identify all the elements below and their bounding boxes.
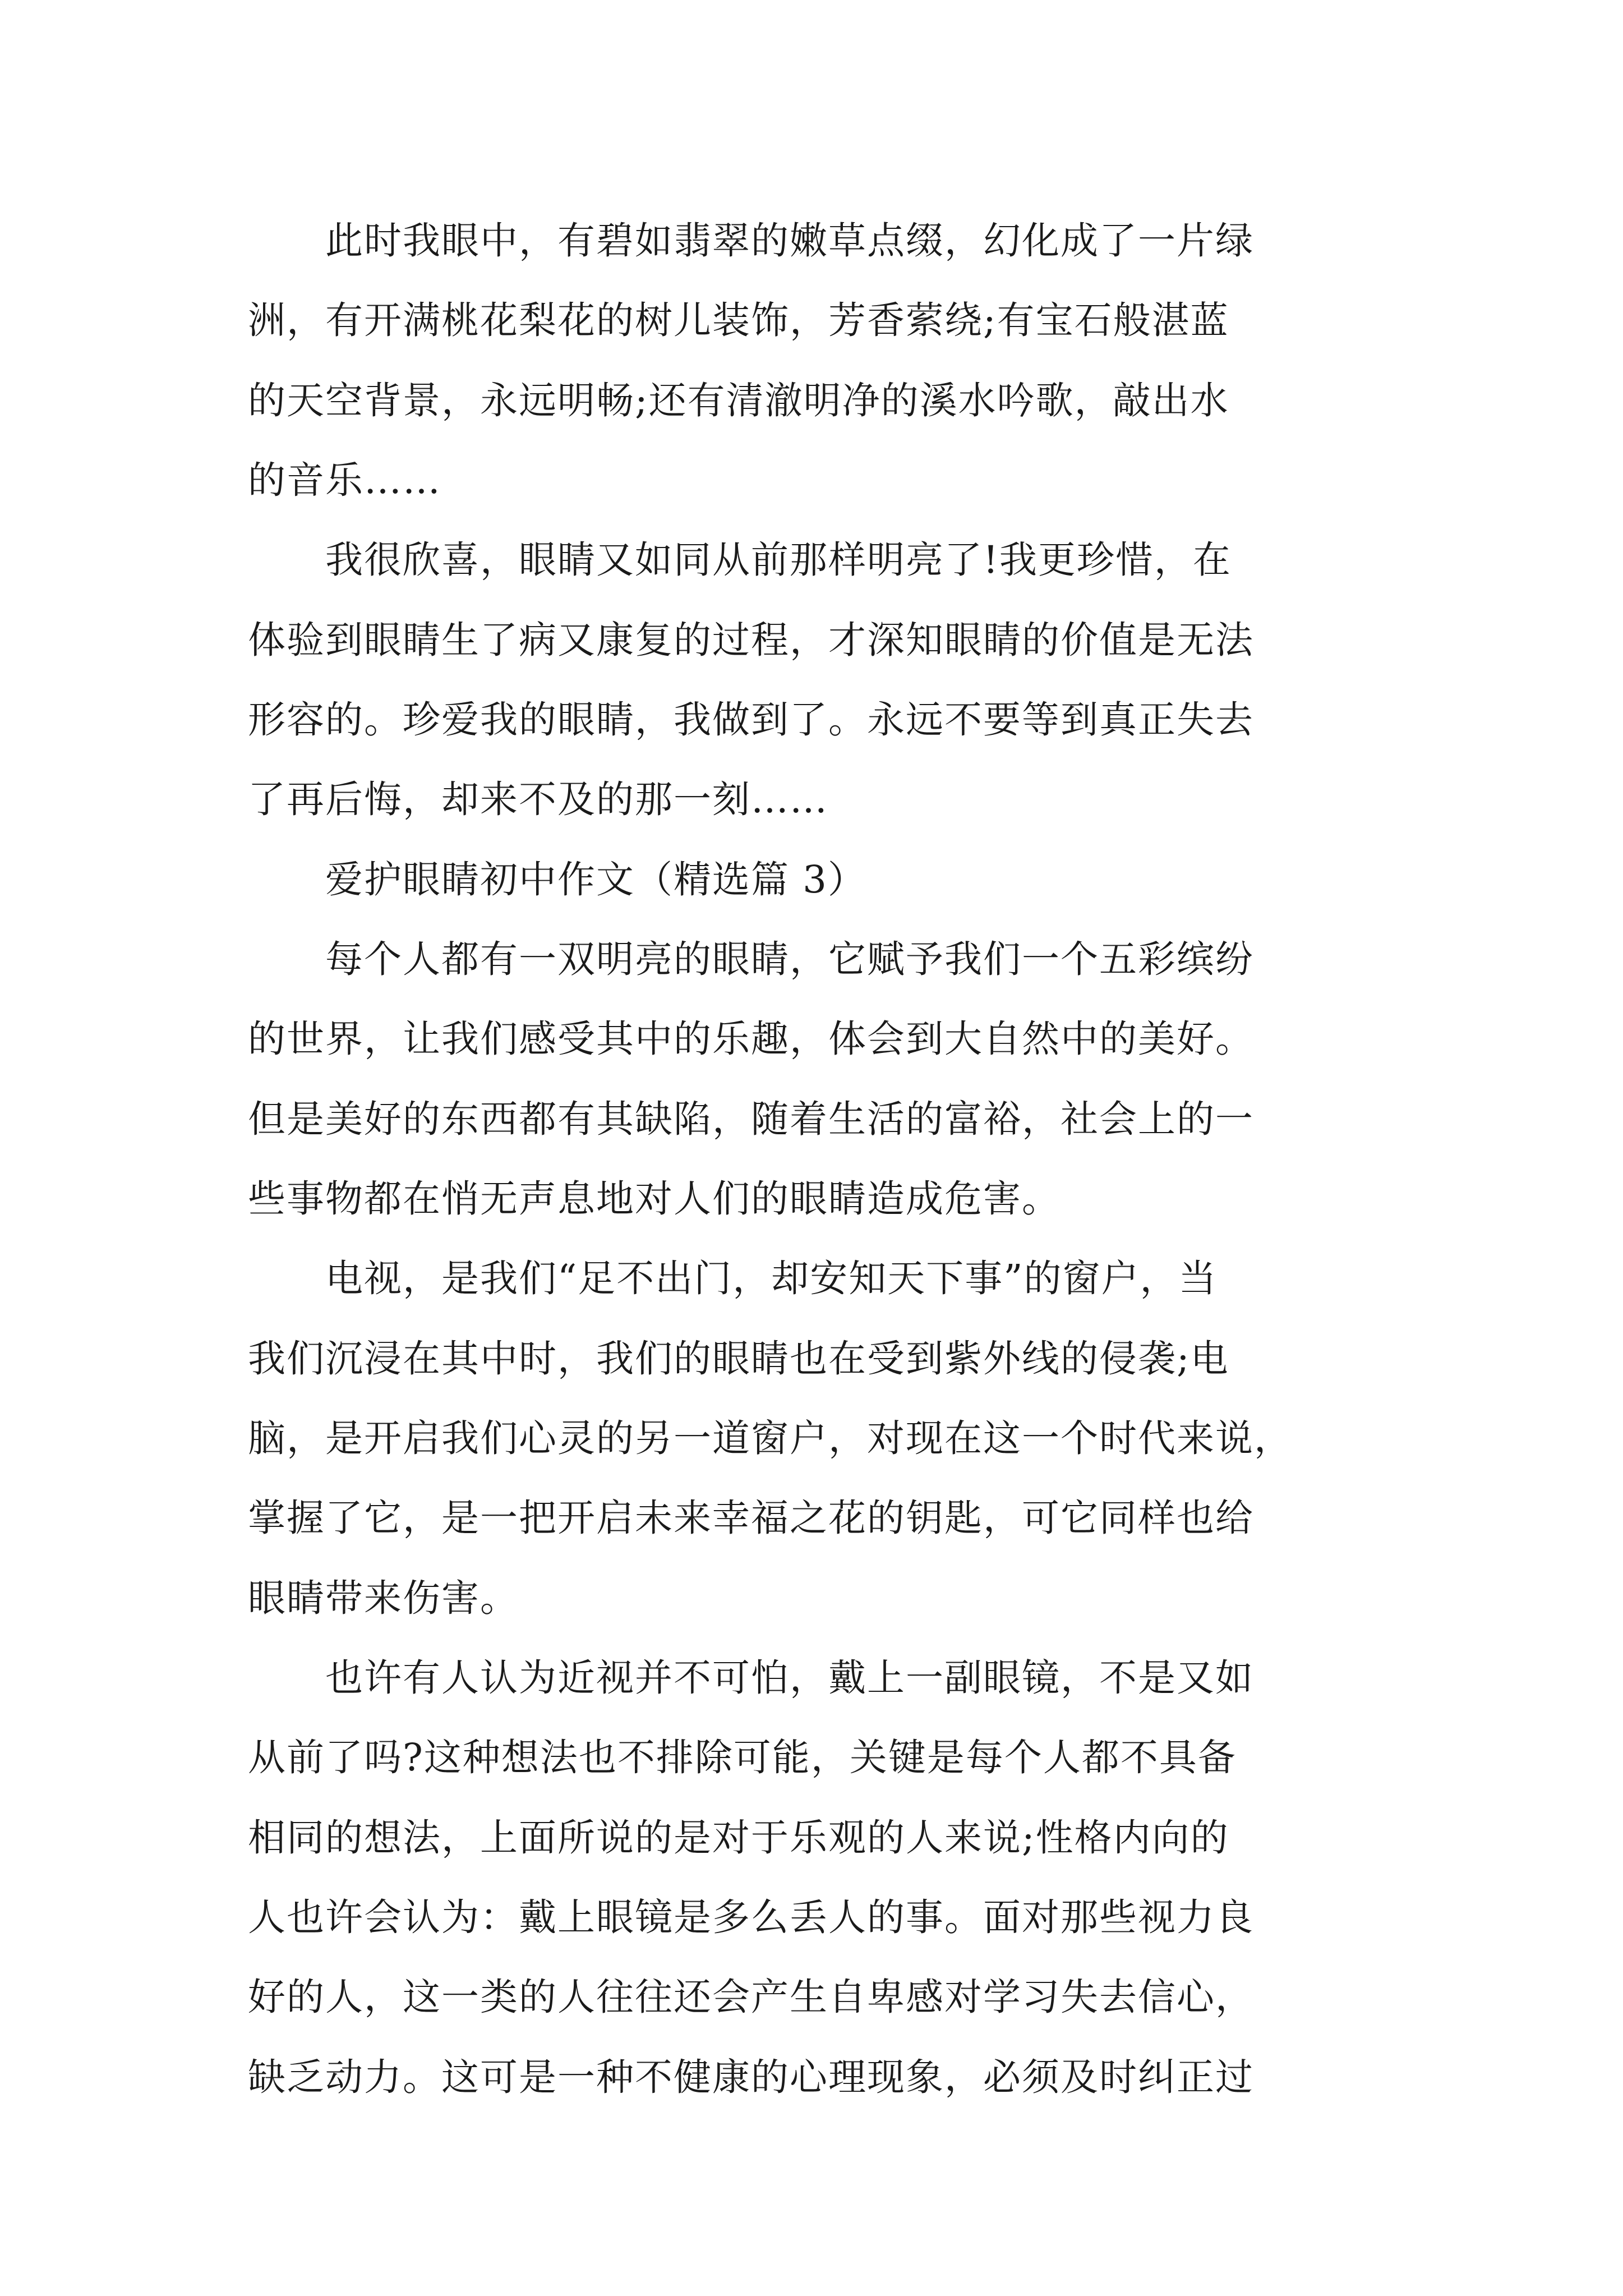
text-line: 此时我眼中，有碧如翡翠的嫩草点缀，幻化成了一片绿 — [248, 219, 1254, 263]
text-line: 眼睛带来伤害。 — [248, 1576, 519, 1620]
text-line: 相同的想法，上面所说的是对于乐观的人来说;性格内向的 — [248, 1816, 1229, 1860]
text-line: 掌握了它，是一把开启未来幸福之花的钥匙，可它同样也给 — [248, 1496, 1254, 1540]
text-line: 体验到眼睛生了病又康复的过程，才深知眼睛的价值是无法 — [248, 618, 1254, 662]
text-line: 但是美好的东西都有其缺陷，随着生活的富裕，社会上的一 — [248, 1097, 1254, 1141]
text-line: 的世界，让我们感受其中的乐趣，体会到大自然中的美好。 — [248, 1017, 1254, 1061]
section-heading: 爱护眼睛初中作文（精选篇 3） — [248, 858, 866, 901]
text-line: 每个人都有一双明亮的眼睛，它赋予我们一个五彩缤纷 — [248, 937, 1254, 981]
text-line: 些事物都在悄无声息地对人们的眼睛造成危害。 — [248, 1177, 1061, 1221]
text-line: 洲，有开满桃花梨花的树儿装饰，芳香萦绕;有宝石般湛蓝 — [248, 298, 1229, 342]
text-line: 电视，是我们“足不出门，却安知天下事”的窗户，当 — [248, 1257, 1218, 1300]
text-line: 了再后悔，却来不及的那一刻…… — [248, 777, 828, 821]
text-line: 好的人，这一类的人往往还会产生自卑感对学习失去信心， — [248, 1975, 1254, 2019]
text-line: 缺乏动力。这可是一种不健康的心理现象，必须及时纠正过 — [248, 2055, 1254, 2099]
text-line: 的音乐…… — [248, 458, 441, 502]
text-line: 脑，是开启我们心灵的另一道窗户，对现在这一个时代来说， — [248, 1416, 1293, 1460]
text-line: 我很欣喜，眼睛又如同从前那样明亮了!我更珍惜，在 — [248, 538, 1232, 582]
text-line: 形容的。珍爱我的眼睛，我做到了。永远不要等到真正失去 — [248, 698, 1254, 742]
text-line: 人也许会认为：戴上眼镜是多么丢人的事。面对那些视力良 — [248, 1895, 1254, 1939]
text-line: 的天空背景，永远明畅;还有清澈明净的溪水吟歌，敲出水 — [248, 379, 1229, 422]
text-line: 从前了吗?这种想法也不排除可能，关键是每个人都不具备 — [248, 1736, 1237, 1779]
text-line: 也许有人认为近视并不可怕，戴上一副眼镜，不是又如 — [248, 1656, 1254, 1700]
text-line: 我们沉浸在其中时，我们的眼睛也在受到紫外线的侵袭;电 — [248, 1337, 1229, 1381]
